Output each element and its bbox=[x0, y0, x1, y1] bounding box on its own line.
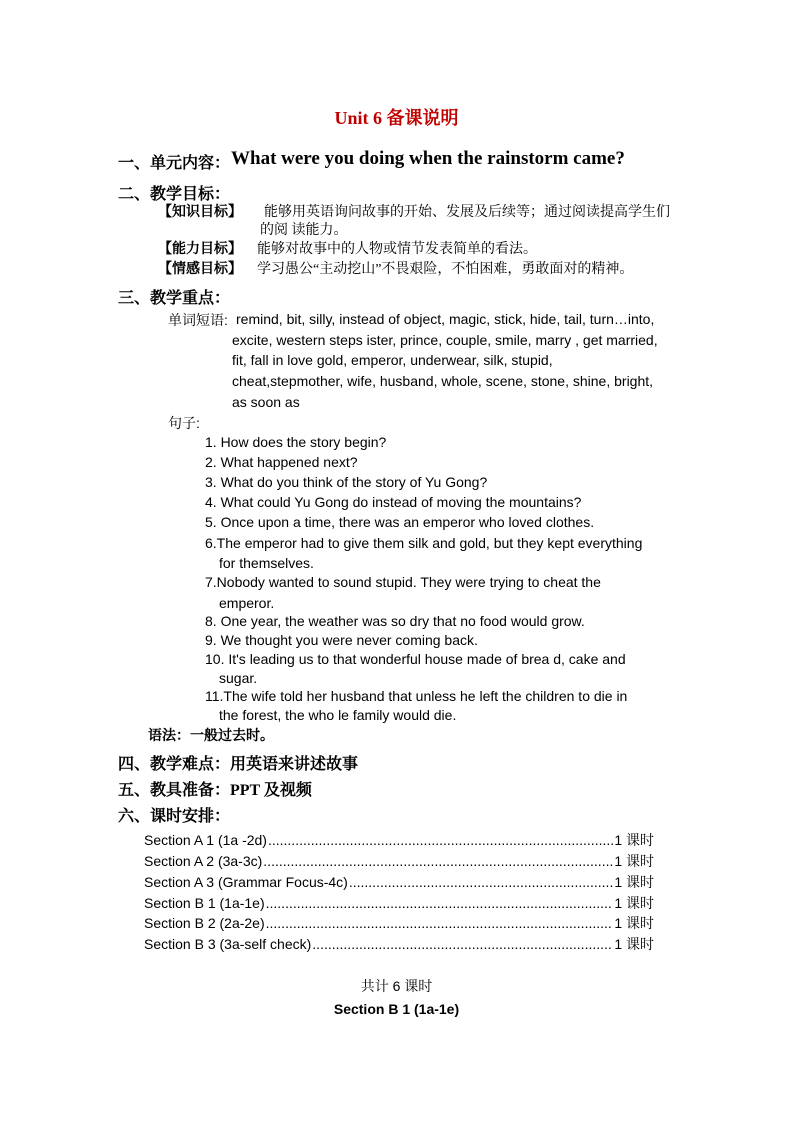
schedule-row-value: 1 课时 bbox=[614, 895, 654, 911]
schedule-row bbox=[144, 851, 654, 871]
section-1-label: 一、单元内容： bbox=[118, 155, 231, 172]
section-4-label: 四、教学难点：用英语来讲述故事 bbox=[118, 756, 359, 773]
sentence-5: 5. Once upon a time, there was an emperor who loved clothes. bbox=[205, 514, 595, 530]
schedule-row bbox=[144, 893, 654, 913]
schedule-row-value: 1 课时 bbox=[614, 936, 654, 952]
schedule-row-name: Section A 1 (1a -2d) bbox=[144, 832, 267, 848]
vocab-line-5: as soon as bbox=[232, 394, 300, 410]
schedule-row-name: Section A 2 (3a-3c) bbox=[144, 853, 263, 869]
ability-goal-text: 能够对故事中的人物或情节发表简单的看法。 bbox=[257, 242, 537, 257]
schedule-row-value: 1 课时 bbox=[614, 832, 654, 848]
section-3-label: 三、教学重点： bbox=[118, 290, 231, 307]
vocab-line-4: cheat,stepmother, wife, husband, whole, scene, stone, shine, bright, bbox=[232, 373, 654, 389]
sentence-6: 6.The emperor had to give them silk and gold, but they kept everything bbox=[205, 535, 643, 551]
emotion-goal-text: 学习愚公“主动挖山”不畏艰险，不怕困难，勇敢面对的精神。 bbox=[257, 262, 634, 277]
sentence-1: 1. How does the story begin? bbox=[205, 434, 387, 450]
sentence-9: 9. We thought you were never coming back. bbox=[205, 632, 478, 648]
schedule-row-value: 1 课时 bbox=[614, 874, 654, 890]
sentence-8: 8. One year, the weather was so dry that no food would grow. bbox=[205, 613, 585, 629]
total-hours: 共计 6 课时 bbox=[360, 978, 433, 994]
section-5-label: 五、教具准备：PPT 及视频 bbox=[118, 782, 312, 799]
schedule-row bbox=[144, 872, 654, 892]
vocab-line-1: remind, bit, silly, instead of object, magic, stick, hide, tail, turn…into, bbox=[236, 311, 655, 327]
section-6-label: 六、课时安排： bbox=[118, 808, 231, 825]
vocab-line-2: excite, western steps ister, prince, couple, smile, marry , get married, bbox=[232, 332, 658, 348]
sentence-10-cont: sugar. bbox=[219, 670, 258, 686]
sentence-10: 10. It's leading us to that wonderful house made of brea d, cake and bbox=[205, 651, 626, 667]
page-title: Unit 6 备课说明 bbox=[334, 108, 459, 128]
schedule-row bbox=[144, 913, 654, 933]
knowledge-goal-text: 能够用英语询问故事的开始、发展及后续等；通过阅读提高学生们 bbox=[264, 205, 670, 220]
sentences-label: 句子: bbox=[168, 415, 200, 431]
grammar-point: 语法：一般过去时。 bbox=[148, 729, 274, 744]
sentence-7-cont: emperor. bbox=[219, 595, 275, 611]
schedule-row bbox=[144, 830, 654, 850]
footer-section-heading: Section B 1 (1a-1e) bbox=[333, 1001, 460, 1017]
emotion-goal-tag: 【情感目标】 bbox=[158, 262, 242, 277]
vocab-label: 单词短语: bbox=[168, 312, 228, 328]
sentence-3: 3. What do you think of the story of Yu Gong? bbox=[205, 474, 488, 490]
sentence-6-cont: for themselves. bbox=[219, 555, 314, 571]
ability-goal-tag: 【能力目标】 bbox=[158, 242, 242, 257]
sentence-7: 7.Nobody wanted to sound stupid. They were trying to cheat the bbox=[205, 574, 601, 590]
section-2-label: 二、教学目标： bbox=[118, 186, 231, 203]
schedule-row-name: Section B 1 (1a-1e) bbox=[144, 895, 265, 911]
vocab-line-3: fit, fall in love gold, emperor, underwear, silk, stupid, bbox=[232, 352, 553, 368]
schedule-row-name: Section B 2 (2a-2e) bbox=[144, 915, 265, 931]
schedule-row bbox=[144, 934, 654, 954]
schedule-row-value: 1 课时 bbox=[614, 853, 654, 869]
sentence-2: 2. What happened next? bbox=[205, 454, 358, 470]
section-1-content: What were you doing when the rainstorm came? bbox=[231, 148, 625, 169]
knowledge-goal-tag: 【知识目标】 bbox=[158, 205, 242, 220]
schedule-row-value: 1 课时 bbox=[614, 915, 654, 931]
sentence-11-cont: the forest, the who le family would die. bbox=[219, 707, 457, 723]
sentence-11: 11.The wife told her husband that unless he left the children to die in bbox=[205, 688, 628, 704]
schedule-row-name: Section A 3 (Grammar Focus-4c) bbox=[144, 874, 348, 890]
schedule-row-name: Section B 3 (3a-self check) bbox=[144, 936, 312, 952]
sentence-4: 4. What could Yu Gong do instead of moving the mountains? bbox=[205, 494, 582, 510]
knowledge-goal-text-cont: 的阅 读能力。 bbox=[260, 223, 348, 238]
